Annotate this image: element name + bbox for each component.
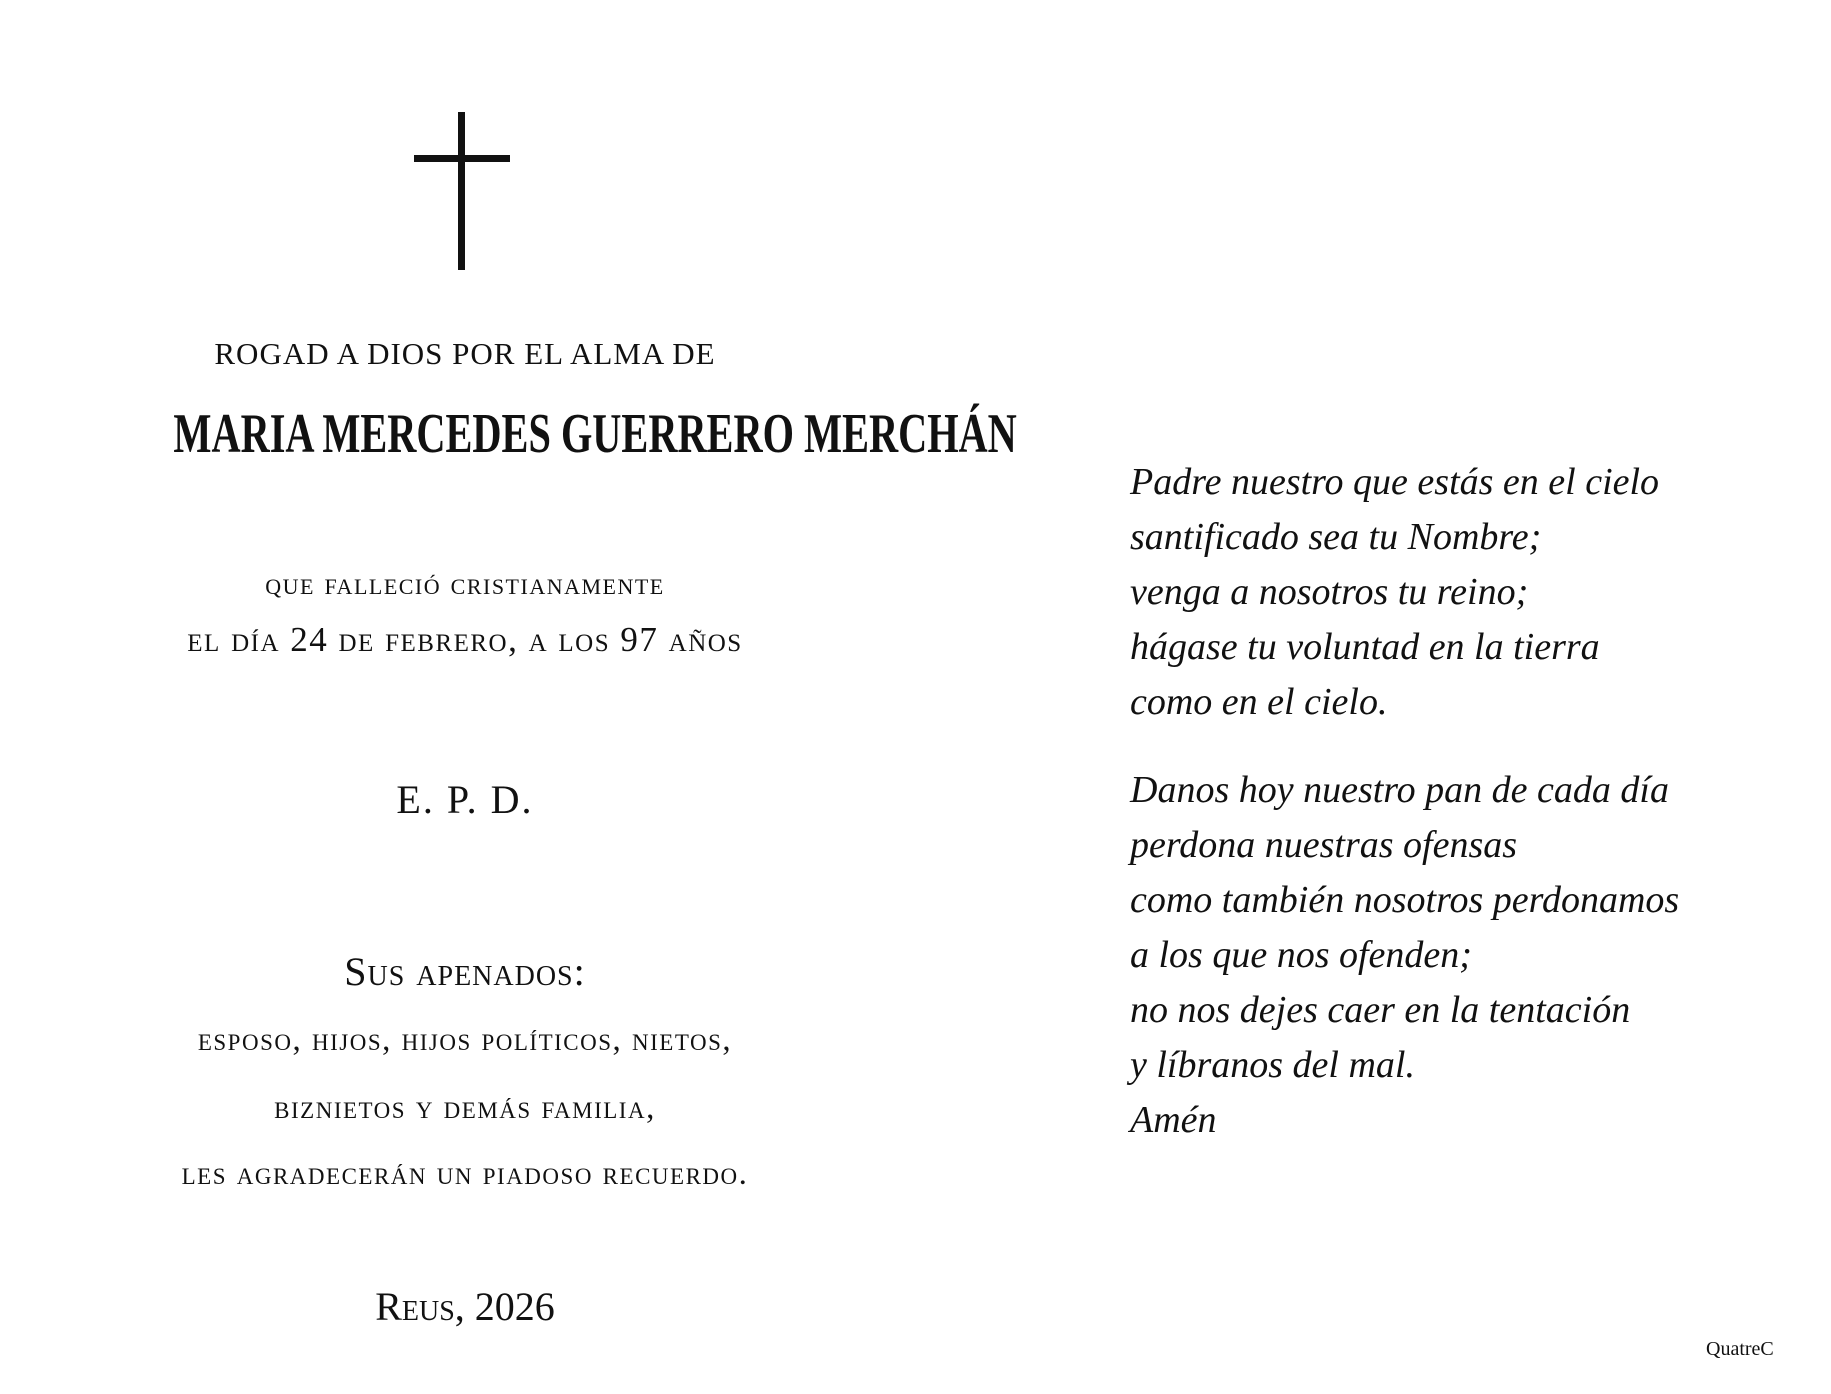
family-line-1: esposo, hijos, hijos políticos, nietos,: [197, 1022, 733, 1058]
printer-brand: QuatreC: [1706, 1338, 1774, 1360]
place-year: Reus, 2026: [375, 1284, 555, 1329]
prayer-stanza-2: [1130, 763, 1770, 1148]
prayer-request-heading: ROGAD A DIOS POR EL ALMA DE: [214, 336, 716, 371]
prayer-line: no nos dejes caer en la tentación: [1130, 989, 1631, 1031]
prayer-line: Danos hoy nuestro pan de cada día: [1130, 769, 1669, 811]
passing-statement: que falleció cristianamente: [265, 565, 665, 601]
prayer-line: a los que nos ofenden;: [1130, 934, 1472, 976]
prayer-line: hágase tu voluntad en la tierra: [1130, 626, 1600, 668]
cross-icon: [412, 112, 512, 272]
prayer-line: venga a nosotros tu reino;: [1130, 571, 1529, 613]
prayer-line: como en el cielo.: [1130, 681, 1388, 723]
rip-abbreviation: E. P. D.: [396, 777, 534, 822]
prayer-line: perdona nuestras ofensas: [1130, 824, 1518, 866]
cross-horizontal-bar: [414, 155, 510, 162]
passing-date-age: el día 24 de febrero, a los 97 años: [187, 620, 743, 659]
prayer-line: Amén: [1130, 1099, 1217, 1141]
deceased-name: MARIA MERCEDES GUERRERO MERCHÁN: [173, 403, 1017, 465]
prayer-line: y líbranos del mal.: [1130, 1044, 1415, 1086]
family-line-2: biznietos y demás familia,: [274, 1090, 656, 1126]
prayer-stanza-1: [1130, 455, 1770, 730]
mourners-heading: Sus apenados:: [344, 949, 586, 994]
prayer-line: santificado sea tu Nombre;: [1130, 516, 1542, 558]
cross-vertical-bar: [458, 112, 465, 270]
prayer-line: como también nosotros perdonamos: [1130, 879, 1680, 921]
family-line-3: les agradecerán un piadoso recuerdo.: [181, 1156, 749, 1192]
prayer-line: Padre nuestro que estás en el cielo: [1130, 461, 1660, 503]
lords-prayer: [1130, 455, 1770, 1148]
